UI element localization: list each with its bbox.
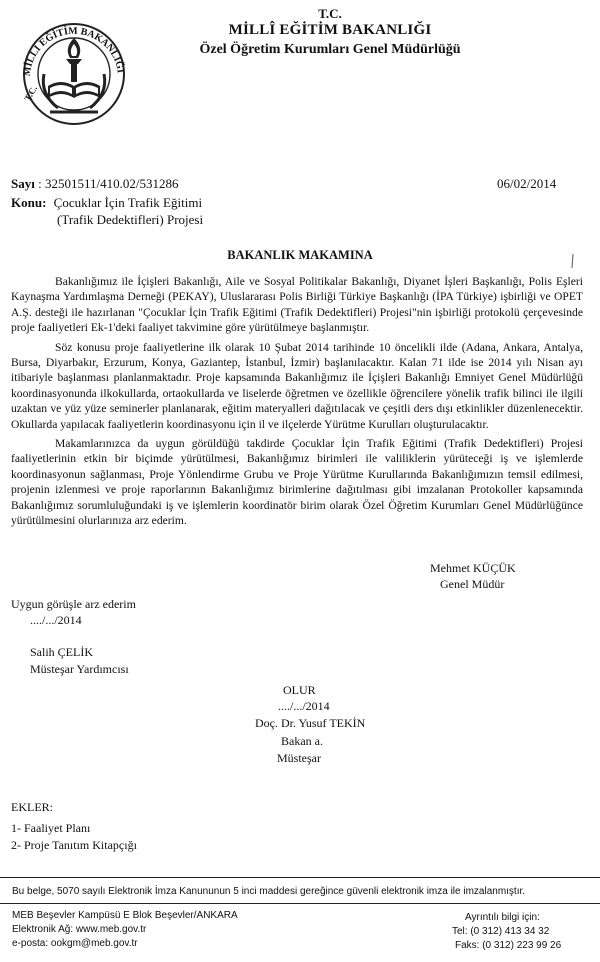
attachment-item-1: 1- Faaliyet Planı [11,821,91,835]
approval-center-name: Doç. Dr. Yusuf TEKİN [255,716,366,730]
sayi-value: : 32501511/410.02/531286 [38,176,179,191]
svg-text:MİLLÎ EĞİTİM BAKANLIĞI: MİLLÎ EĞİTİM BAKANLIĞI [21,25,126,77]
footer-address: MEB Beşevler Kampüsü E Blok Beşevler/ANKARA [12,910,238,921]
footer-tel: Tel: (0 312) 413 34 32 [452,926,550,937]
attachments-label: EKLER: [11,800,53,814]
e-signature-notice: Bu belge, 5070 sayılı Elektronik İmza Kanununun 5 inci maddesi gereğince güvenli elektronik imza ile imzalanmıştır. [12,886,526,897]
paragraph-2: Söz konusu proje faaliyetlerine ilk olarak 10 Şubat 2014 tarihinde 10 öncelikli ilde (Adana, Ankara, Antalya, Bursa, Diyarbakır, Erzurum, Konya, Gaziantep, İstanbul, İzmir) başlanılacaktır. Kalan 71 ilde ise 2014 yılı Nisan ayı itibariyle başlanması planlanmaktadır. Proje kapsamında Bakanlığımız ile İçişleri Bakanlığı Emniyet Genel Müdürlüğü koordinasyonunda ilkokullarda, ortaokullarda ve liselerde öğretmen ve özellikle öğrencilere yönelik trafik bilinci ile ilgili uzaktan ve yüz yüze seminerler planlanarak, eğitim materyalleri dağıtılacak ve çeşitli ders dışı etkinlikler düzenlenecektir. Okullarda yapılacak faaliyetlerin koordinasyonu için il ve ilçelerde Yürütme Kurulları oluşturulacaktır. [11,340,583,431]
signer-name: Mehmet KÜÇÜK [430,561,516,575]
approval-left-title: Müsteşar Yardımcısı [30,662,129,676]
footer-info-label: Ayrıntılı bilgi için: [465,912,540,923]
approval-left-date: ..../.../2014 [30,613,82,627]
approval-center-title1: Bakan a. [281,734,323,748]
approval-left-text: Uygun görüşle arz ederim [11,597,136,611]
signer-title: Genel Müdür [440,577,505,591]
attachment-item-2: 2- Proje Tanıtım Kitapçığı [11,838,137,852]
konu-value-line2: (Trafik Dedektifleri) Projesi [57,212,204,227]
header-tc: T.C. [318,6,342,21]
footer-web: Elektronik Ağ: www.meb.gov.tr [12,924,147,935]
letter-body [11,274,583,533]
approval-left-name: Salih ÇELİK [30,645,93,659]
footer-email: e-posta: ookgm@meb.gov.tr [12,938,138,949]
separator-top [0,877,600,878]
sayi-line [11,176,178,192]
addressee-title: BAKANLIK MAKAMINA [227,248,373,262]
footer-fax: Faks: (0 312) 223 99 26 [455,940,562,951]
document-date: 06/02/2014 [497,176,557,191]
margin-mark [568,252,578,273]
paragraph-1: Bakanlığımız ile İçişleri Bakanlığı, Aile ve Sosyal Politikalar Bakanlığı, Diyanet İşleri Başkanlığı, Polis Eşleri Kaynaşma Yardımlaşma Derneği (PEKAY), Uluslararası Polis Birliği Türkiye Başkanlığı (İPA Türkiye) işbirliği ve OPET A.Ş. desteği ile hazırlanan "Çocuklar İçin Trafik Eğitimi (Trafik Dedektifleri) Projesi"nin işbirliği protokolü çerçevesinde proje faaliyetleri Ek-1'deki faaliyet takvimine göre yürütülmeye başlanmıştır. [11,275,583,335]
header-department: Özel Öğretim Kurumları Genel Müdürlüğü [199,42,461,57]
svg-text:T.C.: T.C. [22,83,40,103]
konu-line [11,195,202,211]
konu-value: Çocuklar İçin Trafik Eğitimi [53,195,203,210]
sayi-label: Sayı [11,176,35,191]
header-ministry: MİLLÎ EĞİTİM BAKANLIĞI [228,22,432,38]
konu-label: Konu: [11,195,47,210]
paragraph-3: Makamlarınızca da uygun görüldüğü takdirde Çocuklar İçin Trafik Eğitimi (Trafik Dedektifleri) Projesi faaliyetlerinin etkin bir biçimde yürütülmesi, Bakanlığımız birimleri ile valiliklerin yürüteceği iş ve işlemlerde koordinasyonun sağlanması, Proje Yönlendirme Grubu ve Proje Yürütme Kurullarında Bakanlığımızın temsil edilmesi, projenin izlenmesi ve proje raporlarının Bakanlığımız birimlerine dağıtılması gibi imzalanan Protokoller kapsamında Bakanlığımız sorumluluğundaki iş ve işlemlerin koordinatör birim olarak Özel Öğretim Kurumları Genel Müdürlüğünce yürütülmesini olurlarınıza arz ederim. [11,437,583,528]
separator-bottom [0,903,600,904]
approval-center-date: ..../.../2014 [278,699,330,713]
approval-center-title2: Müsteşar [277,751,321,765]
olur-label: OLUR [283,683,316,697]
